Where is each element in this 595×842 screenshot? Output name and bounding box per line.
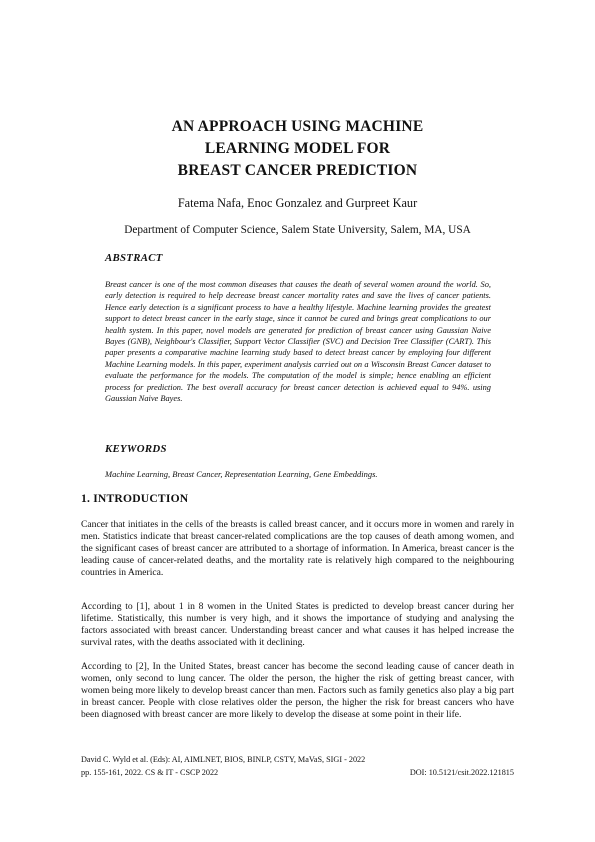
affiliation: Department of Computer Science, Salem State University, Salem, MA, USA	[124, 224, 471, 236]
footer-pages: pp. 155-161, 2022. CS & IT - CSCP 2022	[81, 768, 219, 777]
intro-paragraph-2: According to [1], about 1 in 8 women in the United States is predicted to develop breast cancer during her lifetime. Statistically, this number is very high, and it shows the importance of studying and analysing the factors associated with breast cancer. Understanding breast cancer and what causes it has helped increase the survival rates, with the deaths associated with it declining.	[81, 601, 514, 649]
paper-title	[0, 116, 595, 182]
title-line-1: AN APPROACH USING MACHINE	[171, 118, 424, 135]
keywords-heading: KEYWORDS	[105, 443, 167, 455]
keywords-text: Machine Learning, Breast Cancer, Representation Learning, Gene Embeddings.	[105, 469, 378, 479]
abstract-heading: ABSTRACT	[105, 252, 163, 264]
authors: Fatema Nafa, Enoc Gonzalez and Gurpreet Kaur	[177, 196, 418, 210]
footer-pages-doi	[81, 768, 514, 777]
abstract-text: Breast cancer is one of the most common diseases that causes the death of several women around the world. So, early detection is required to help decrease breast cancer mortality rates and save the lives of cancer patients. Hence early detection is a significant process to have a healthy lifestyle. Machine learning provides the greatest support to detect breast cancer in the early stage, since it cannot be cured and brings great complications to our health system. In this paper, novel models are generated for prediction of breast cancer using Gaussian Naive Bayes (GNB), Neighbour's Classifier, Support Vector Classifier (SVC) and Decision Tree Classifier (CART). This paper presents a comparative machine learning study based to detect breast cancer by employing four different Machine Learning models. In this paper, experiment analysis carried out on a Wisconsin Breast Cancer dataset to evaluate the performance for the models. The computation of the model is simple; hence enabling an efficient process for prediction. The best overall accuracy for breast cancer detection is achieved equal to 94%. using Gaussian Naive Bayes.	[105, 280, 491, 404]
title-line-3: BREAST CANCER PREDICTION	[177, 162, 418, 179]
footer-citation: David C. Wyld et al. (Eds): AI, AIMLNET, BIOS, BINLP, CSTY, MaVaS, SIGI - 2022	[81, 755, 366, 764]
introduction-heading: 1. INTRODUCTION	[81, 492, 189, 505]
footer-doi: DOI: 10.5121/csit.2022.121815	[409, 768, 514, 777]
intro-paragraph-3: According to [2], In the United States, breast cancer has become the second leading cause of cancer death in women, only second to lung cancer. The older the person, the higher the risk of getting breast cancer, with women being more likely to develop breast cancer than men. Factors such as family genetics also play a big part in breast cancer. People with close relatives older the person, the higher the risk for breast cancers who have been diagnosed with breast cancer are more likely to develop the disease at some point in their life.	[81, 661, 514, 721]
intro-paragraph-1: Cancer that initiates in the cells of the breasts is called breast cancer, and it occurs more in women and rarely in men. Statistics indicate that breast cancer-related complications are the top causes of death among women, and the significant cases of breast cancer are attributed to a shortage of information. In America, breast cancer is the leading cause of cancer-related deaths, and the mortality rate is relatively high compared to the neighbouring countries in America.	[81, 519, 514, 579]
title-line-2: LEARNING MODEL FOR	[204, 140, 391, 157]
